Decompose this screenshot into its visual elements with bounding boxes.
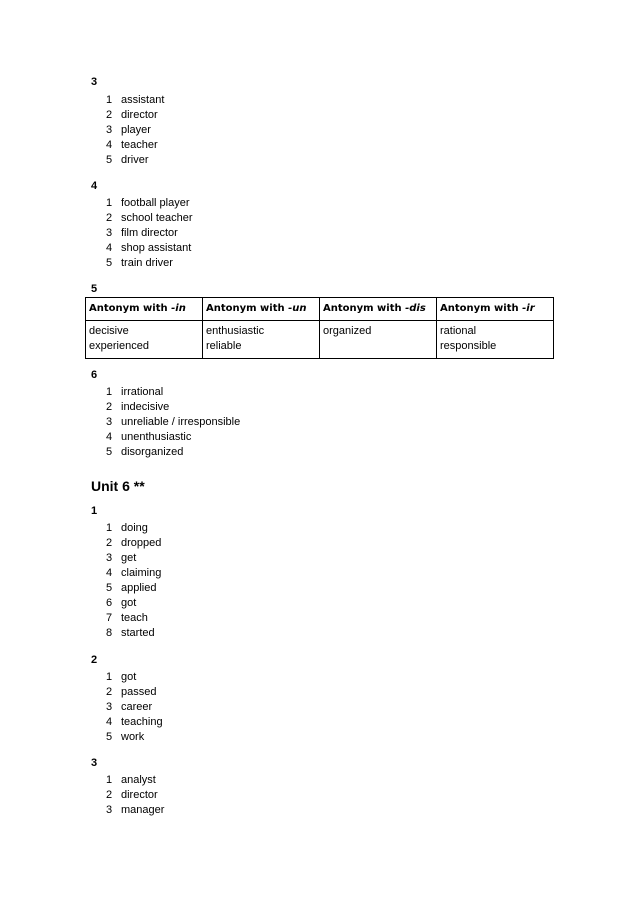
list-item: 1 doing — [106, 522, 148, 534]
list-item: 5 disorganized — [106, 446, 184, 458]
list-item: 6 got — [106, 597, 137, 609]
list-item: 4 unenthusiastic — [106, 431, 192, 443]
list-item: 1 irrational — [106, 386, 164, 398]
section-number: 6 — [91, 369, 98, 381]
list-item: 1 football player — [106, 197, 190, 209]
table-cell: enthusiastic reliable — [203, 321, 320, 359]
table-header: Antonym with -un — [203, 298, 320, 321]
answer-list — [106, 521, 161, 641]
list-item: 5 work — [106, 731, 145, 743]
table-row — [86, 321, 554, 359]
list-item: 2 indecisive — [106, 401, 170, 413]
list-item: 3 unreliable / irresponsible — [106, 416, 241, 428]
section-number: 4 — [91, 180, 98, 192]
list-item: 3 career — [106, 701, 153, 713]
table-cell: organized — [320, 321, 437, 359]
section-number: 2 — [91, 654, 98, 666]
list-item: 2 school teacher — [106, 212, 193, 224]
list-item: 3 film director — [106, 227, 178, 239]
list-item: 1 assistant — [106, 94, 165, 106]
list-item: 2 passed — [106, 686, 157, 698]
table-cell: decisive experienced — [86, 321, 203, 359]
answer-list — [106, 385, 240, 460]
list-item: 3 player — [106, 124, 151, 136]
list-item: 2 director — [106, 109, 158, 121]
table-header: Antonym with -in — [86, 298, 203, 321]
list-item: 3 manager — [106, 804, 165, 816]
list-item: 3 get — [106, 552, 137, 564]
list-item: 1 analyst — [106, 774, 156, 786]
section-number: 5 — [91, 283, 98, 295]
list-item: 1 got — [106, 671, 137, 683]
list-item: 4 shop assistant — [106, 242, 192, 254]
list-item: 4 claiming — [106, 567, 162, 579]
list-item: 4 teaching — [106, 716, 163, 728]
table-header: Antonym with -dis — [320, 298, 437, 321]
answer-list — [106, 196, 193, 271]
unit-heading: Unit 6 ** — [91, 478, 145, 494]
antonym-table — [85, 297, 554, 359]
section-number: 3 — [91, 757, 98, 769]
list-item: 8 started — [106, 627, 155, 639]
list-item: 5 train driver — [106, 257, 173, 269]
list-item: 4 teacher — [106, 139, 158, 151]
answer-list — [106, 670, 163, 745]
list-item: 2 director — [106, 789, 158, 801]
answer-list — [106, 93, 164, 168]
section-number: 1 — [91, 505, 98, 517]
list-item: 5 applied — [106, 582, 157, 594]
table-header: Antonym with -ir — [437, 298, 554, 321]
section-number: 3 — [91, 76, 98, 88]
table-cell: rational responsible — [437, 321, 554, 359]
answer-list — [106, 773, 164, 818]
list-item: 5 driver — [106, 154, 149, 166]
list-item: 2 dropped — [106, 537, 162, 549]
list-item: 7 teach — [106, 612, 148, 624]
